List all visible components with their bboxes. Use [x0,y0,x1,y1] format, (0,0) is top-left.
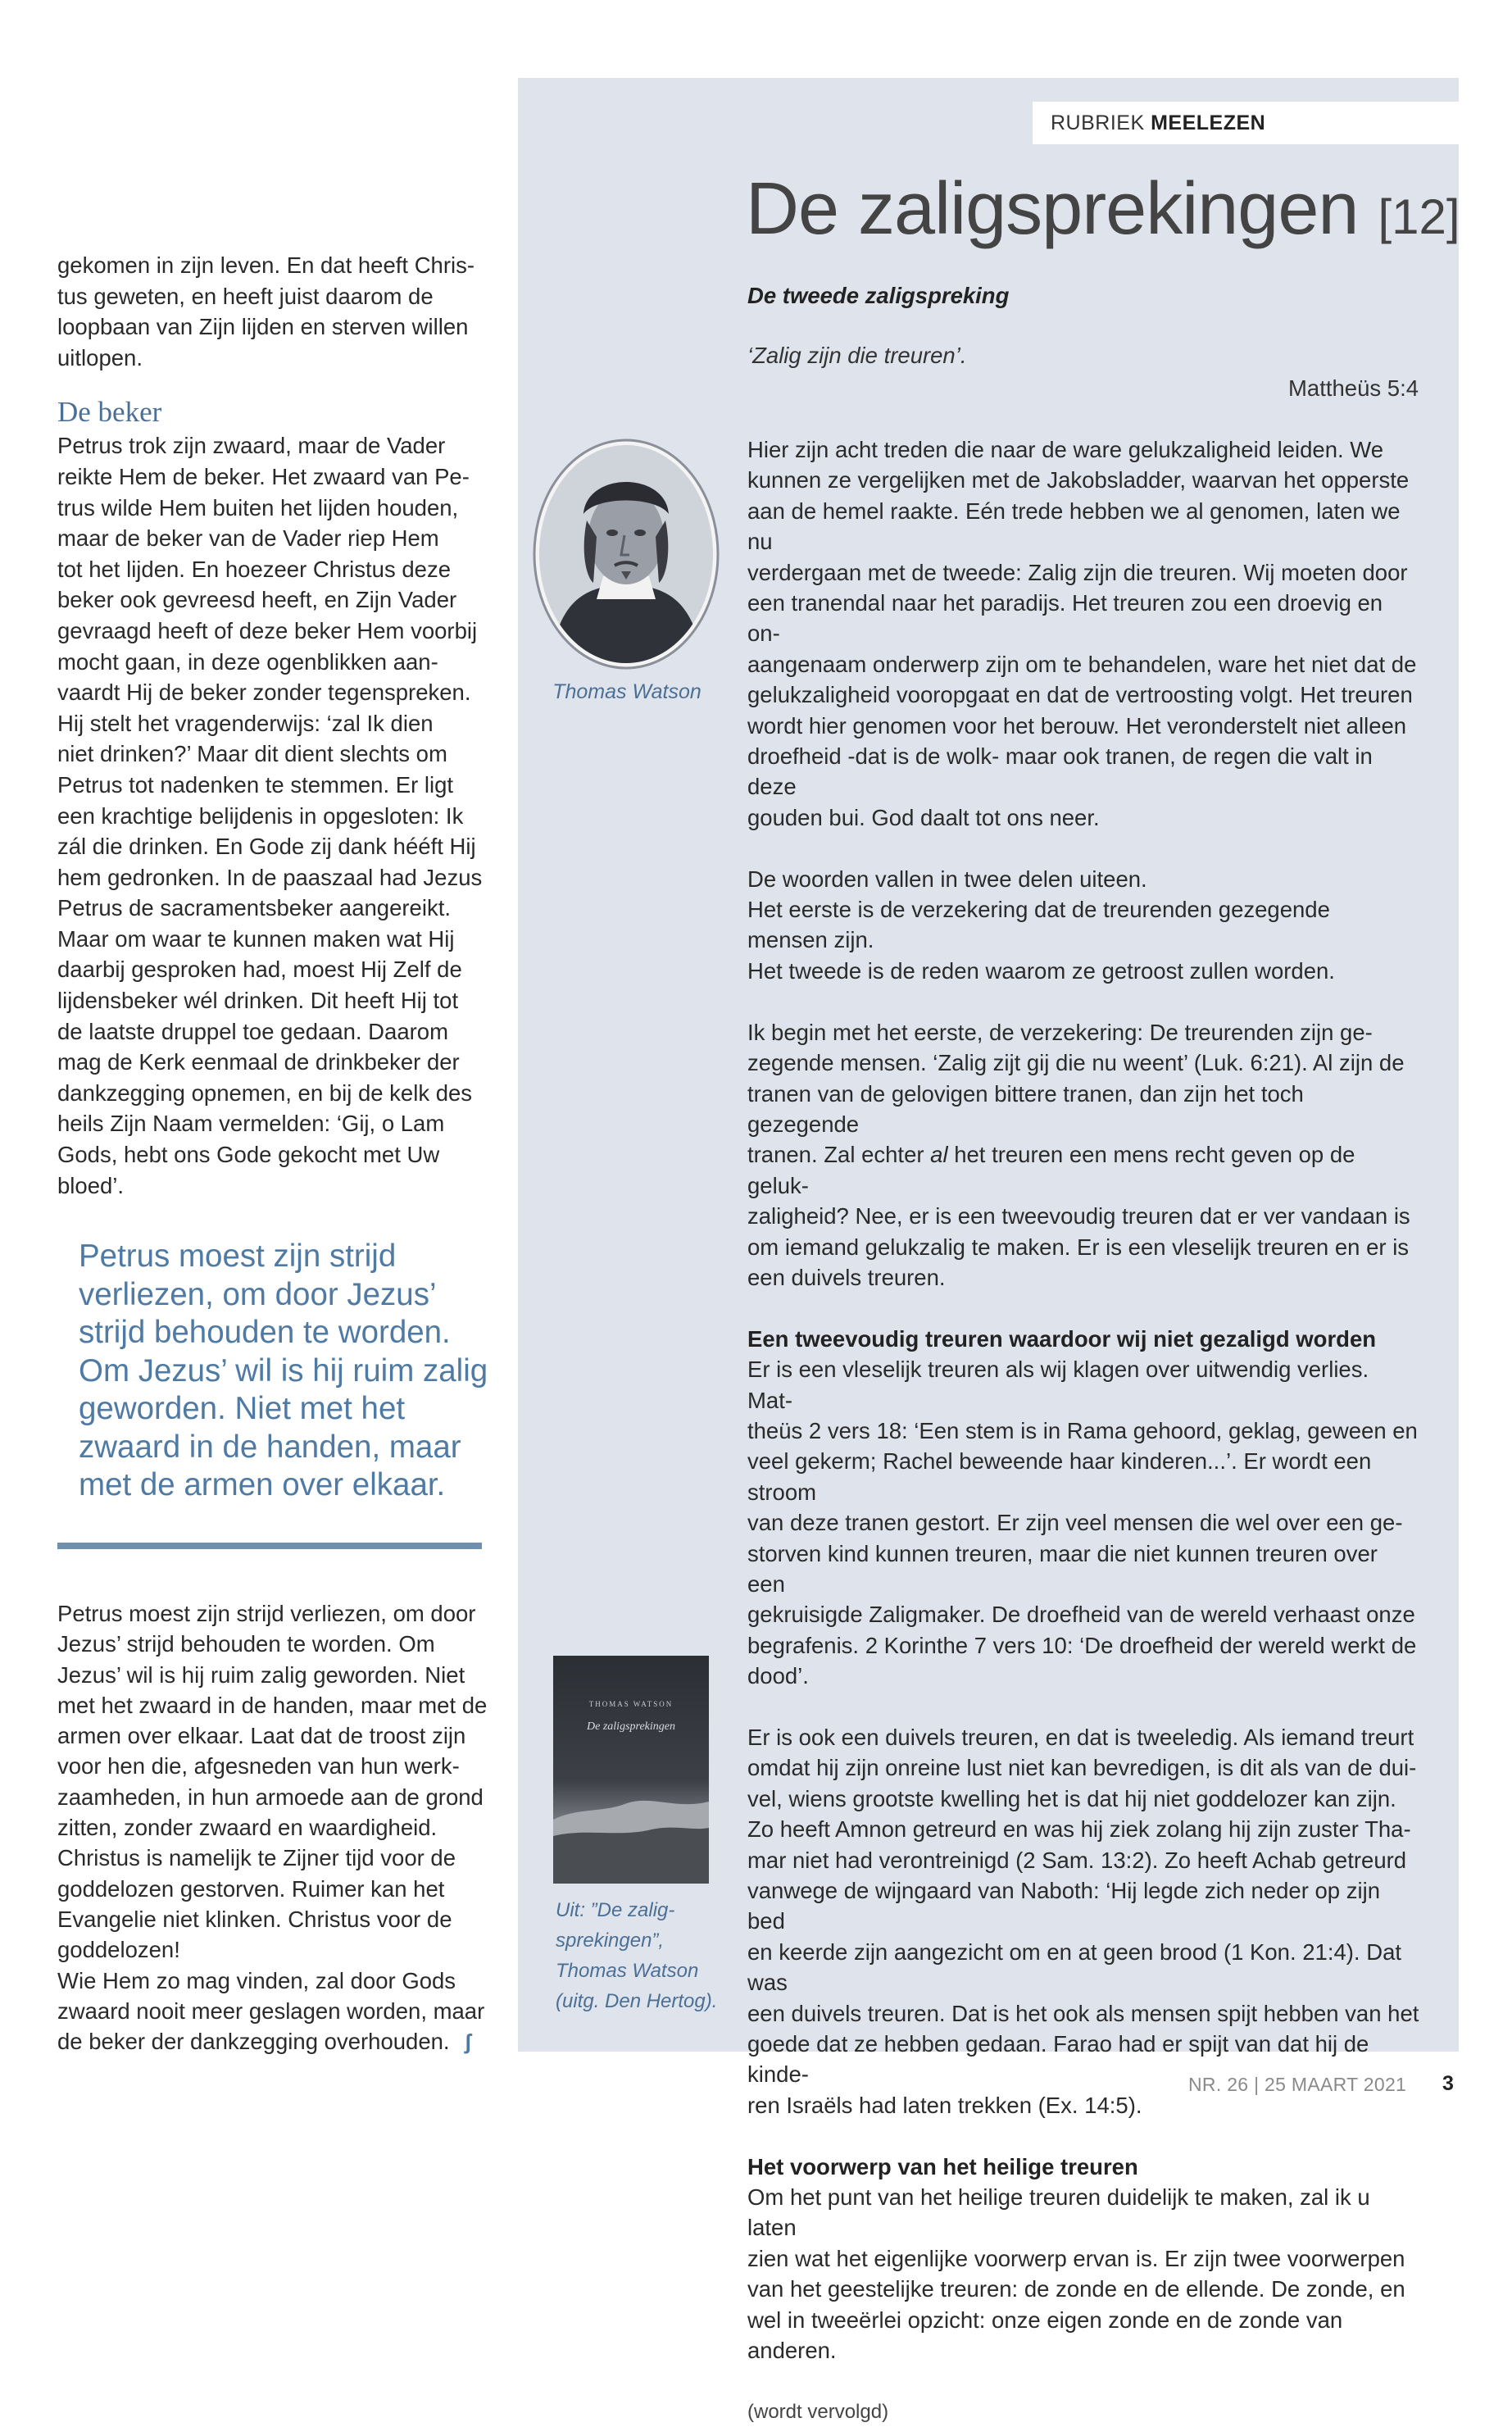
book-cover-image [553,1656,709,1884]
pull-quote: Petrus moest zijn strijd verliezen, om door Jezus’ strijd behouden te worden. Om Jezus’ wil is hij ruim zalig geworden. Niet met het zwaard in de handen, maar met de armen over elkaar. [79,1238,488,1502]
left-intro: gekomen in zijn leven. En dat heeft Chris- tus geweten, en heeft juist daarom de loopbaan van Zijn lijden en sterven willen uitlopen. [57,252,475,370]
article-subtitle: De tweede zaligspreking [747,283,1010,308]
continued-note: (wordt vervolgd) [747,2400,889,2423]
body-paragraph-1: Hier zijn acht treden die naar de ware gelukzaligheid leiden. We kunnen ze vergelijken met de Jakobsladder, waarvan het opperste aan de hemel raakte. Eén trede hebben we al genomen, laten we nu verdergaan met de tweede: Zalig zijn die treuren. Wij moeten door een tranendal naar het paradijs. Het treuren zou een droevig en on- aangenaam onderwerp zijn om te behandelen, ware het niet dat de gelukzaligheid vooropgaat en dat de vertroosting volgt. Het treuren wordt hier genomen voor het berouw. Het veronderstelt niet alleen droefheid -dat is de wolk- maar ook tranen, de regen die valt in deze gouden bui. God daalt tot ons neer. [747,437,1417,830]
left-paragraph: Petrus trok zijn zwaard, maar de Vader reikte Hem de beker. Het zwaard van Pe- trus wilde Hem buiten het lijden houden, maar de beker van de Vader riep Hem tot het lijden. En hoezeer Christus deze beker ook gevreesd heeft, en Zijn Vader gevraagd heeft of deze beker Hem voorbij mocht gaan, in deze ogenblikken aan- vaardt Hij de beker zonder tegenspreken. Hij stelt het vragenderwijs: ‘zal Ik dien niet drinken?’ Maar dit dient slechts om Petrus tot nadenken te stemmen. Er ligt een krachtige belijdenis in opgesloten: Ik zál die drinken. En Gode zij dank hééft Hij hem gedronken. In de paaszaal had Jezus Petrus de sacramentsbeker aangereikt. Maar om waar te kunnen maken wat Hij daarbij gesproken had, moest Hij Zelf de lijdensbeker wél drinken. Dit heeft Hij tot de laatste druppel toe gedaan. Daarom mag de Kerk eenmaal de drinkbeker der dankzegging opnemen, en bij de kelk des heils Zijn Naam vermelden: ‘Gij, o Lam Gods, hebt ons Gode gekocht met Uw bloed’. [57,433,483,1198]
book-author: THOMAS WATSON [588,1700,674,1708]
body-paragraph-4: Een tweevoudig treuren waardoor wij niet gezaligd worden Er is een vleselijk treuren als wij klagen over uitwendig verlies. Mat- theüs 2 vers 18: ‘Een stem is in Rama gehoord, geklag, geween en veel gekerm; Rachel beweende haar kinderen...’. Er wordt een stroom van deze tranen gestort. Er zijn veel mensen die wel over een ge- storven kind kunnen treuren, maar die niet kunnen treuren over een gekruisigde Zaligmaker. De droefheid van de wereld verhaast onze begrafenis. 2 Korinthe 7 vers 10: ‘De droefheid der wereld werkt de dood’. [747,1324,1419,1692]
article-title: De zaligsprekingen [12] [746,168,1460,250]
bible-reference: Mattheüs 5:4 [1288,375,1419,401]
body-paragraph-5: Er is ook een duivels treuren, en dat is tweeledig. Als iemand treurt omdat hij zijn onreine lust niet kan bevredigen, is dit als van de dui- vel, wiens grootste kwelling het is dat hij niet goddelozer kan zijn. Zo heeft Amnon getreurd en was hij ziek zolang hij zijn zuster Tha- mar niet had verontreinigd (2 Sam. 13:2). Zo heeft Achab getreurd vanwege de wijngaard van Naboth: ‘Hij legde zich neder op zijn bed en keerde zijn aangezicht om en at geen brood (1 Kon. 21:4). Dat was een duivels treuren. Dat is het ook als mensen spijt hebben van het goede dat ze hebben gedaan. Farao had er spijt van dat hij de kinde- ren Israëls had laten trekken (Ex. 14:5). [747,1725,1419,2118]
body-paragraph-6: Het voorwerp van het heilige treuren Om het punt van het heilige treuren duidelijk te maken, zal ik u laten zien wat het eigenlijke voorwerp ervan is. Er zijn twee voorwerpen van het geestelijke treuren: de zonde en de ellende. De zonde, en wel in tweeërlei opzicht: onze eigen zonde en de zonde van anderen. [747,2152,1419,2366]
body-paragraph-2: De woorden vallen in twee delen uiteen. Het eerste is de verzekering dat de treurenden gezegende mensen zijn. Het tweede is de reden waarom ze getroost zullen worden. [747,866,1335,984]
end-mark-icon: ʃ [464,2029,472,2055]
book-cover [553,1656,709,1884]
portrait-image [533,439,720,670]
issue-footer: NR. 26 | 25 MAART 2021 [1188,2074,1407,2095]
book-title: De zaligsprekingen [587,1720,675,1733]
thomas-watson-portrait [533,439,720,670]
section-heading-voorwerp: Het voorwerp van het heilige treuren [747,2153,1138,2179]
left-column [57,250,488,1201]
pull-quote-rule [57,1543,482,1549]
section-heading-de-beker: De beker [57,396,162,429]
bible-quote: ‘Zalig zijn die treuren’. [747,343,967,368]
article-body [747,434,1419,2427]
left-closing-paragraph: Petrus moest zijn strijd verliezen, om door Jezus’ strijd behouden te worden. Om Jezus’ wil is hij ruim zalig geworden. Niet met het zwaard in de handen, maar met de armen over elkaar. Laat dat de troost zijn voor hen die, afgesneden van hun werk- zaamheden, in hun armoede aan de grond zitten, zonder zwaard en waardigheid. Christus is namelijk te Zijner tijd voor de goddelozen gestorven. Ruimer kan het Evangelie niet klinken. Christus voor de goddelozen! Wie Hem zo mag vinden, zal door Gods zwaard nooit meer geslagen worden, maar de beker der dankzegging overhouden. ʃ [57,1598,488,2057]
book-caption: Uit: ”De zalig- sprekingen”, Thomas Watson (uitg. Den Hertog). [556,1899,718,2012]
rubriek-tab: RUBRIEK MEELEZEN [1033,102,1459,144]
article-number: [12] [1378,189,1460,244]
body-paragraph-3: Ik begin met het eerste, de verzekering: De treurenden zijn ge- zegende mensen. ‘Zalig zijt gij die nu weent’ (Luk. 6:21). Al zijn de tranen van de gelovigen bittere tranen, dan zijn het toch gezegende tranen. Zal echter al het treuren een mens recht geven op de geluk- zaligheid? Nee, er is een tweevoudig treuren dat er ver vandaan is om iemand gelukzalig te maken. Er is een vleselijk treuren en er is een duivels treuren. [747,1019,1410,1290]
portrait-caption: Thomas Watson [552,680,702,703]
page-number: 3 [1442,2072,1454,2095]
section-heading-tweevoudig: Een tweevoudig treuren waardoor wij niet gezaligd worden [747,1325,1377,1352]
